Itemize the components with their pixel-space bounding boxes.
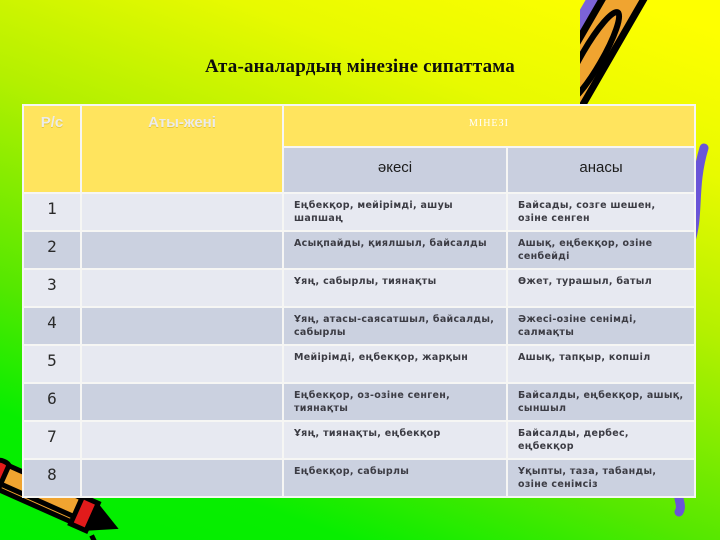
- name-cell: [82, 194, 282, 230]
- mother-trait-cell: Байсалды, дербес, еңбекқор: [508, 422, 694, 458]
- row-number-cell: 6: [24, 384, 80, 420]
- name-cell: [82, 460, 282, 496]
- father-trait-cell: Еңбекқор, мейірімді, ашуы шапшаң: [284, 194, 506, 230]
- column-header-number: Р/с: [24, 106, 80, 192]
- name-cell: [82, 384, 282, 420]
- name-cell: [82, 422, 282, 458]
- characteristics-table: [22, 104, 696, 498]
- row-number-cell: 3: [24, 270, 80, 306]
- mother-trait-cell: Әжесі-озіне сенімді, салмақты: [508, 308, 694, 344]
- mother-trait-cell: Ашық, тапқыр, копшіл: [508, 346, 694, 382]
- row-number-cell: 5: [24, 346, 80, 382]
- name-cell: [82, 346, 282, 382]
- father-trait-cell: Ұяң, тиянақты, еңбекқор: [284, 422, 506, 458]
- column-header-father: әкесі: [284, 148, 506, 192]
- column-header-mother: анасы: [508, 148, 694, 192]
- father-trait-cell: Еңбекқор, оз-озіне сенген, тиянақты: [284, 384, 506, 420]
- father-trait-cell: Еңбекқор, сабырлы: [284, 460, 506, 496]
- father-trait-cell: Ұяң, сабырлы, тиянақты: [284, 270, 506, 306]
- row-number-cell: 1: [24, 194, 80, 230]
- name-cell: [82, 270, 282, 306]
- column-header-name: Аты-жені: [82, 106, 282, 192]
- mother-trait-cell: Ұқыпты, таза, табанды, озіне сенімсіз: [508, 460, 694, 496]
- row-number-cell: 8: [24, 460, 80, 496]
- row-number-cell: 4: [24, 308, 80, 344]
- column-header-traits: мінезі: [284, 106, 694, 146]
- name-cell: [82, 308, 282, 344]
- father-trait-cell: Мейірімді, еңбекқор, жарқын: [284, 346, 506, 382]
- father-trait-cell: Ұяң, атасы-саясатшыл, байсалды, сабырлы: [284, 308, 506, 344]
- mother-trait-cell: Ашық, еңбекқор, озіне сенбейді: [508, 232, 694, 268]
- name-cell: [82, 232, 282, 268]
- mother-trait-cell: Байсалды, еңбекқор, ашық, сыншыл: [508, 384, 694, 420]
- father-trait-cell: Асықпайды, қиялшыл, байсалды: [284, 232, 506, 268]
- mother-trait-cell: Байсады, созге шешен, озіне сенген: [508, 194, 694, 230]
- slide-title: Ата-аналардың мінезіне сипаттама: [205, 56, 515, 77]
- mother-trait-cell: Өжет, турашыл, батыл: [508, 270, 694, 306]
- row-number-cell: 7: [24, 422, 80, 458]
- row-number-cell: 2: [24, 232, 80, 268]
